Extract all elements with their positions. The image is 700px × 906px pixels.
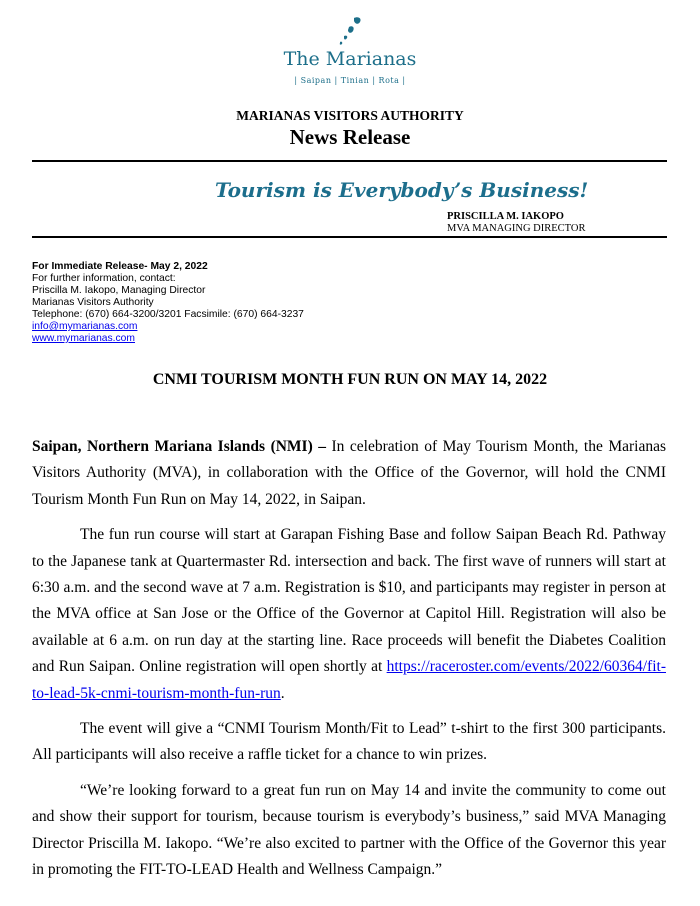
header-divider-top <box>32 160 667 162</box>
headline: CNMI TOURISM MONTH FUN RUN ON MAY 14, 2022 <box>152 371 548 388</box>
contact-organization: Marianas Visitors Authority <box>32 297 154 308</box>
logo-title: The Marianas <box>283 48 417 70</box>
director-name: PRISCILLA M. IAKOPO <box>447 211 564 222</box>
marianas-logo <box>270 14 430 94</box>
paragraph-2 <box>32 522 666 707</box>
paragraph-2-text: The fun run course will start at Garapan Fishing Base and follow Saipan Beach Rd. Pathway to the Japanese tank at Quartermaster Rd. intersection and back. The first wave of runners will start at 6:30 a.m. and the second wave at 7 a.m. Registration is $10, and participants may register in person at the MVA office at San Jose or the Office of the Governor at Capitol Hill. Registration will also be available at 6 a.m. on run day at the starting line. Race proceeds will benefit the Diabetes Coalition and Run Saipan. Online registration will open shortly at <box>32 526 666 676</box>
paragraph-3: The event will give a “CNMI Tourism Month/Fit to Lead” t-shirt to the first 300 participants. All participants will also receive a raffle ticket for a chance to win prizes. <box>32 720 666 764</box>
dateline: Saipan, Northern Mariana Islands (NMI) – <box>32 438 326 455</box>
logo-islands: | Saipan | Tinian | Rota | <box>294 76 406 85</box>
contact-block <box>32 261 304 345</box>
header-divider-bottom <box>32 236 667 238</box>
paragraph-1 <box>32 434 666 513</box>
contact-person: Priscilla M. Iakopo, Managing Director <box>32 285 206 296</box>
organization-name: MARIANAS VISITORS AUTHORITY <box>236 108 464 123</box>
website-link[interactable]: www.mymarianas.com <box>32 333 135 344</box>
slogan: Tourism is Everybody’s Business! <box>215 178 589 202</box>
contact-phone: Telephone: (670) 664-3200/3201 Facsimile: (670) 664-3237 <box>32 309 304 320</box>
director-title: MVA MANAGING DIRECTOR <box>447 223 586 234</box>
marianas-islands-icon <box>270 14 430 48</box>
contact-info-line: For further information, contact: <box>32 273 176 284</box>
article-body <box>32 434 666 893</box>
registration-link[interactable]: https://raceroster.com/events/2022/60364/fit-to-lead-5k-cnmi-tourism-month-fun-run <box>32 658 666 702</box>
paragraph-4: “We’re looking forward to a great fun run on May 14 and invite the community to come out and show their support for tourism, because tourism is everybody’s business,” said MVA Managing Director Priscilla M. Iakopo. “We’re also excited to partner with the Office of the Governor this year in promoting the FIT-TO-LEAD Health and Wellness Campaign.” <box>32 781 666 879</box>
paragraph-2-end: . <box>280 684 285 702</box>
release-date: For Immediate Release- May 2, 2022 <box>32 261 208 272</box>
email-link[interactable]: info@mymarianas.com <box>32 321 138 332</box>
paragraph-1-text: In celebration of May Tourism Month, the Marianas Visitors Authority (MVA), in collaboration with the Office of the Governor, will hold the CNMI Tourism Month Fun Run on May 14, 2022, in Saipan. <box>32 438 666 508</box>
document-type: News Release <box>289 125 411 149</box>
